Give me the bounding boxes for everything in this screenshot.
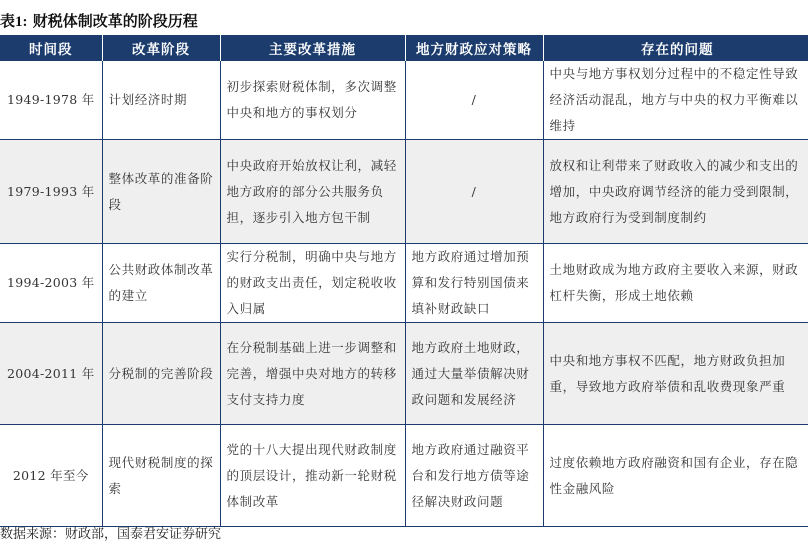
stage-cell: 现代财税制度的探索 — [102, 425, 220, 527]
table-row — [0, 244, 808, 323]
column-header-strategy: 地方财政应对策略 — [405, 35, 543, 61]
column-header-stage: 改革阶段 — [102, 35, 220, 61]
period-cell: 2012 年至今 — [0, 425, 102, 527]
problems-cell: 土地财政成为地方政府主要收入来源，财政杠杆失衡，形成土地依赖 — [543, 244, 808, 323]
table-title-text: 财税体制改革的阶段历程 — [32, 12, 198, 30]
data-source-note: 数据来源：财政部，国泰君安证券研究 — [0, 527, 222, 542]
stage-cell: 整体改革的准备阶段 — [102, 140, 220, 244]
table-title — [0, 10, 198, 32]
strategy-cell: / — [405, 61, 543, 140]
period-cell: 1979-1993 年 — [0, 140, 102, 244]
strategy-cell: 地方政府通过增加预算和发行特别国债来填补财政缺口 — [405, 244, 543, 323]
reform-stages-table — [0, 35, 808, 527]
measures-cell: 在分税制基础上进一步调整和完善，增强中央对地方的转移支付支持力度 — [220, 323, 405, 425]
strategy-cell: / — [405, 140, 543, 244]
table-number: 表1: — [0, 14, 28, 30]
table-row — [0, 61, 808, 140]
column-header-problems: 存在的问题 — [543, 35, 808, 61]
stage-cell: 计划经济时期 — [102, 61, 220, 140]
measures-cell: 实行分税制，明确中央与地方的财政支出责任，划定税收收入归属 — [220, 244, 405, 323]
column-header-measures: 主要改革措施 — [220, 35, 405, 61]
problems-cell: 放权和让利带来了财政收入的减少和支出的增加，中央政府调节经济的能力受到限制，地方政府行为受到制度制约 — [543, 140, 808, 244]
measures-cell: 党的十八大提出现代财政制度的顶层设计，推动新一轮财税体制改革 — [220, 425, 405, 527]
problems-cell: 过度依赖地方政府融资和国有企业，存在隐性金融风险 — [543, 425, 808, 527]
column-header-period: 时间段 — [0, 35, 102, 61]
problems-cell: 中央和地方事权不匹配，地方财政负担加重，导致地方政府举债和乱收费现象严重 — [543, 323, 808, 425]
period-cell: 2004-2011 年 — [0, 323, 102, 425]
problems-cell: 中央与地方事权划分过程中的不稳定性导致经济活动混乱，地方与中央的权力平衡难以维持 — [543, 61, 808, 140]
stage-cell: 分税制的完善阶段 — [102, 323, 220, 425]
stage-cell: 公共财政体制改革的建立 — [102, 244, 220, 323]
table-row — [0, 140, 808, 244]
table-row — [0, 425, 808, 527]
measures-cell: 中央政府开始放权让利，减轻地方政府的部分公共服务负担，逐步引入地方包干制 — [220, 140, 405, 244]
period-cell: 1994-2003 年 — [0, 244, 102, 323]
strategy-cell: 地方政府通过融资平台和发行地方债等途径解决财政问题 — [405, 425, 543, 527]
period-cell: 1949-1978 年 — [0, 61, 102, 140]
measures-cell: 初步探索财税体制，多次调整中央和地方的事权划分 — [220, 61, 405, 140]
table-header-row — [0, 35, 808, 61]
table-row — [0, 323, 808, 425]
strategy-cell: 地方政府土地财政，通过大量举债解决财政问题和发展经济 — [405, 323, 543, 425]
